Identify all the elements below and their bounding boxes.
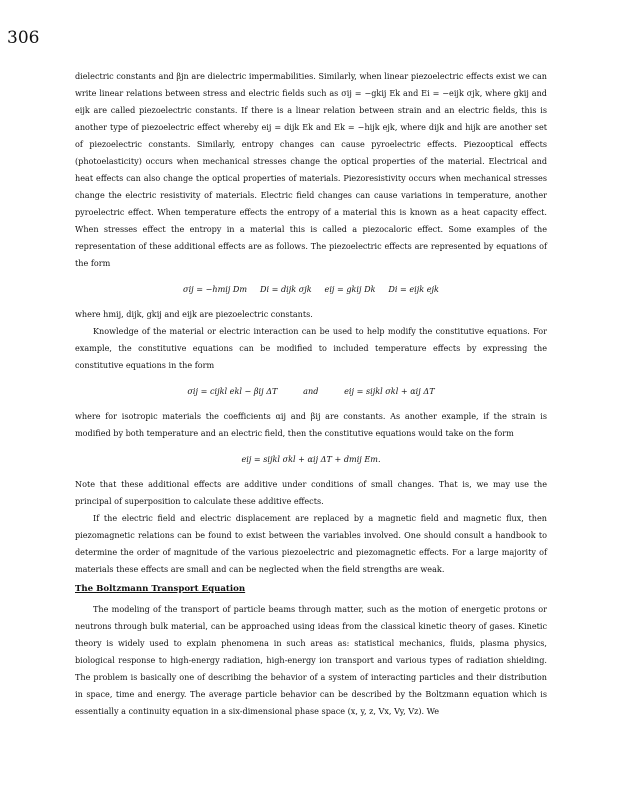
equation-temperature: σij = cijkl ekl − βij ΔT and eij = sijkl σkl + αij ΔT <box>187 386 435 396</box>
paragraph-isotropic: where for isotropic materials the coefficients αij and βij are constants. As another example, if the strain is modified by both temperature and an electric field, then the constitutive equations would take on the form <box>75 411 547 438</box>
paragraph-dielectric: dielectric constants and βjn are dielectric impermabilities. Similarly, when linear piezoelectric effects exist we can write linear relations between stress and electric fields such as σij = −gkij Ek and Ei = −eijk σjk, where gkij and eijk are called piezoelectric constants. If there is a linear relation between strain and an electric fields, this is another type of piezoelectric effect whereby eij = dijk Ek and Ek = −hijk ejk, where dijk and hijk are another set of piezoelectric constants. Similarly, entropy changes can cause pyroelectric effects. Piezooptical effects (photoelasticity) occurs when mechanical stresses change the optical properties of the material. Electrical and heat effects can also change the optical properties of materials. Piezoresistivity occurs when mechanical stresses change the electric resistivity of materials. Electric field changes can cause variations in temperature, another pyroelectric effect. When temperature effects the entropy of a material this is known as a heat capacity effect. When stresses effect the entropy in a material this is called a piezocaloric effect. Some examples of the representation of these additional effects are as follows. The piezoelectric effects are represented by equations of the form <box>75 71 547 268</box>
equation-strain-modified: eij = sijkl σkl + αij ΔT + dmij Em. <box>241 454 381 464</box>
paragraph-superposition: Note that these additional effects are additive under conditions of small changes. That is, we may use the principal of superposition to calculate these additive effects. <box>75 479 547 506</box>
paragraph-magnetic: If the electric field and electric displacement are replaced by a magnetic field and magnetic flux, then piezomagnetic relations can be found to exist between the variables involved. One should consult a handbook to determine the order of magnitude of the various piezoelectric and piezomagnetic effects. For a large majority of materials these effects are small and can be neglected when the field strengths are weak. <box>75 513 547 574</box>
equation-piezoelectric-forms: σij = −hmij Dm Di = dijk σjk eij = gkij Dk Di = eijk ejk <box>183 284 439 294</box>
page-number: 306 <box>7 28 40 48</box>
page-body <box>75 68 547 720</box>
section-heading: The Boltzmann Transport Equation <box>75 584 246 594</box>
paragraph-knowledge: Knowledge of the material or electric interaction can be used to help modify the constitutive equations. For example, the constitutive equations can be modified to included temperature effects by expressing the constitutive equations in the form <box>75 326 547 370</box>
paragraph-boltzmann: The modeling of the transport of particle beams through matter, such as the motion of energetic protons or neutrons through bulk material, can be approached using ideas from the classical kinetic theory of gases. Kinetic theory is widely used to explain phenomena in such areas as: statistical mechanics, fluids, plasma physics, biological response to high-energy radiation, high-energy ion transport and various types of radiation shielding. The problem is basically one of describing the behavior of a system of interacting particles and their distribution in space, time and energy. The average particle behavior can be described by the Boltzmann equation which is essentially a continuity equation in a six-dimensional phase space (x, y, z, Vx, Vy, Vz). We <box>75 604 547 716</box>
paragraph-piezo-constants: where hmij, dijk, gkij and eijk are piezoelectric constants. <box>75 309 313 319</box>
